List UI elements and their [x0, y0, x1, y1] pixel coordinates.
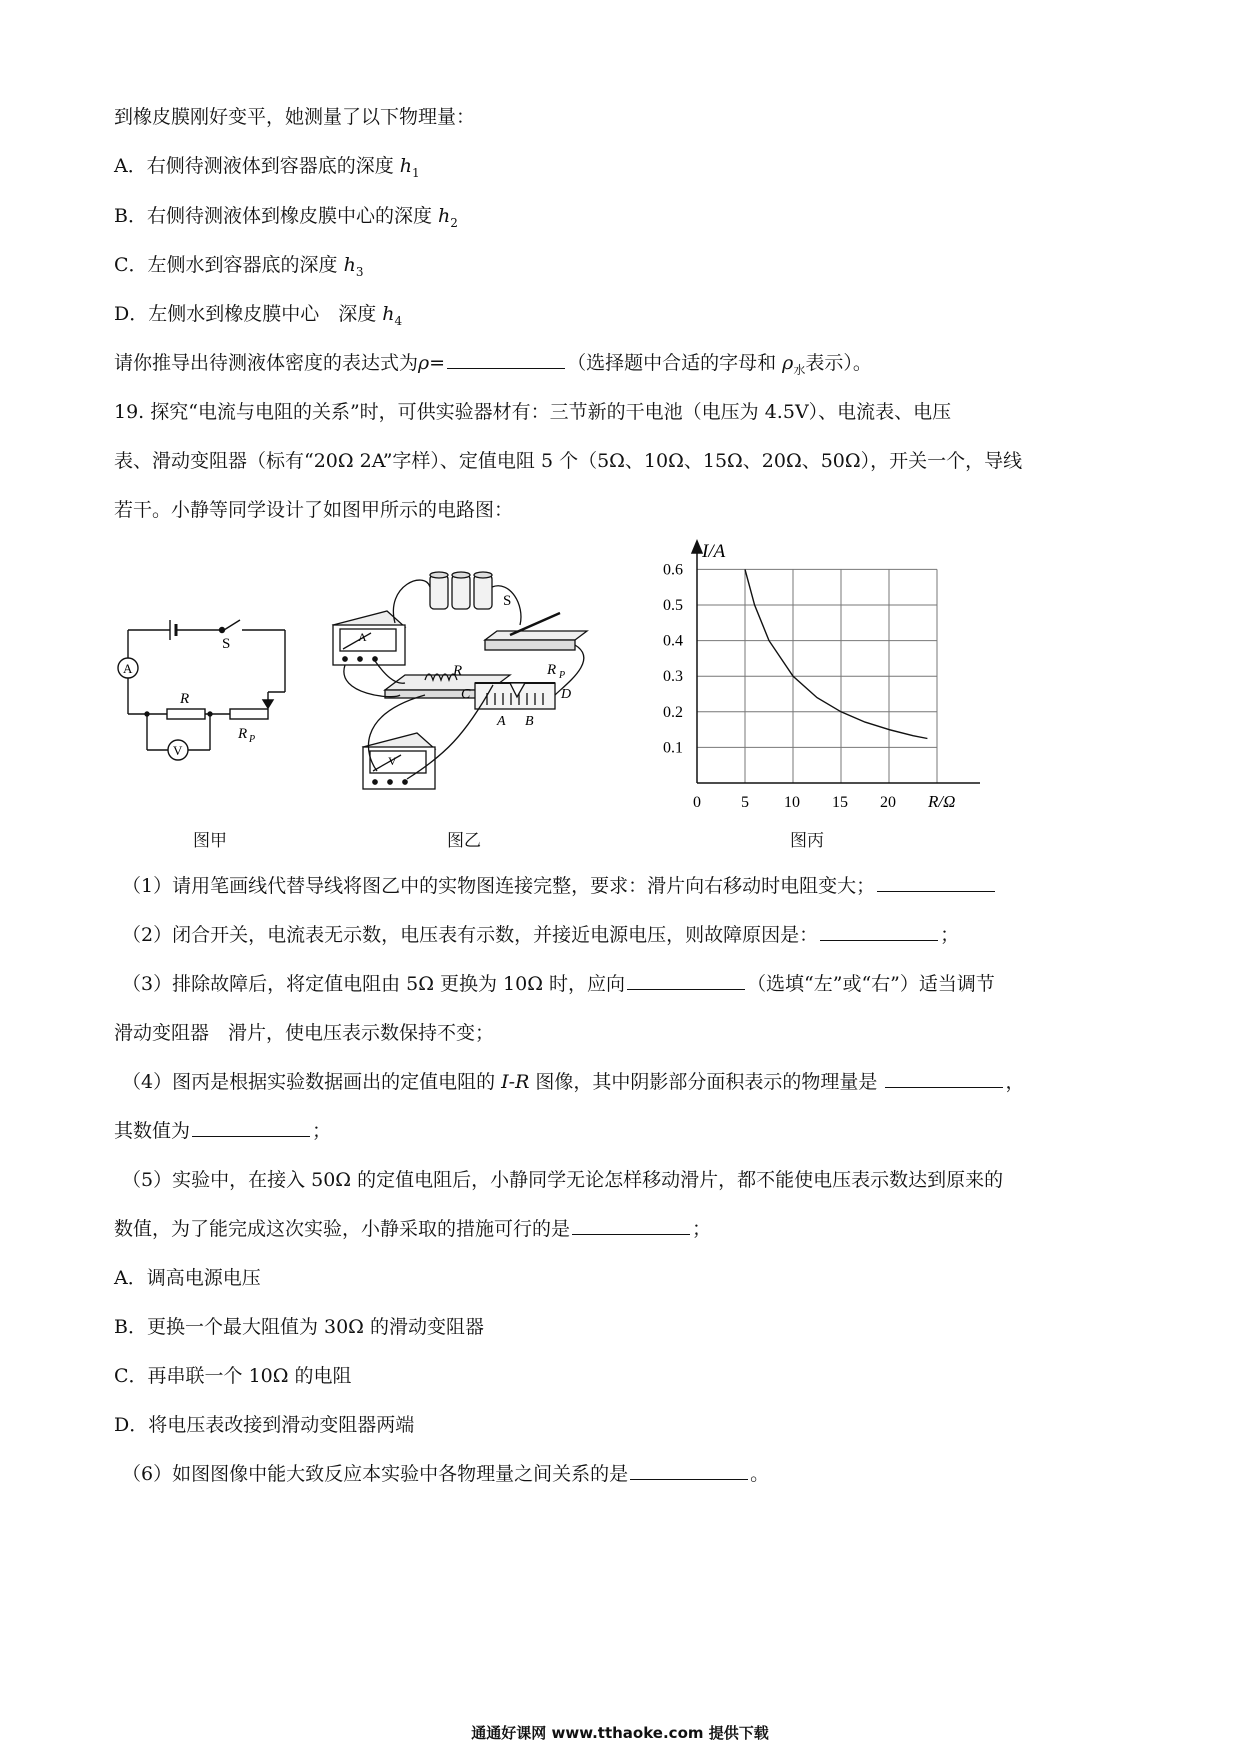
- subquestion-3-cont: 滑动变阻器 滑片，使电压表示数保持不变；: [114, 1022, 495, 1044]
- answer-blank-3[interactable]: [627, 971, 745, 990]
- voltmeter-label: V: [173, 743, 183, 758]
- rheostat-label-sub: P: [249, 734, 256, 745]
- measure-option-d: D．左侧水到橡皮膜中心 深度 $h_4$: [114, 303, 403, 328]
- terminal-d-label: D: [561, 687, 572, 702]
- question-19-line-1: 19. 探究“电流与电阻的关系”时，可供实验器材有：三节新的干电池（电压为 4.5V）、电流表、电压: [114, 401, 952, 423]
- question-19-line-2: 表、滑动变阻器（标有“20Ω 2A”字样）、定值电阻 5 个（5Ω、10Ω、15Ω、20Ω、50Ω），开关一个，导线: [114, 450, 1023, 472]
- terminal-a-label: A: [497, 714, 506, 729]
- rheostat-label: R: [238, 726, 248, 742]
- option-a: A．调高电源电压: [114, 1267, 261, 1289]
- circuit-diagram-jia: [110, 600, 310, 785]
- subquestion-4-cont: 其数值为 ；: [114, 1120, 332, 1142]
- answer-blank-6[interactable]: [630, 1461, 748, 1480]
- answer-blank-4a[interactable]: [885, 1069, 1003, 1088]
- option-d: D．将电压表改接到滑动变阻器两端: [114, 1414, 415, 1436]
- measure-option-a: A．右侧待测液体到容器底的深度 $h_1$: [114, 155, 420, 180]
- terminal-c-label: C: [461, 687, 471, 702]
- y-tick-label: 0.5: [663, 597, 683, 614]
- terminal-b-label: B: [525, 714, 534, 729]
- answer-blank-density[interactable]: [447, 350, 565, 369]
- x-tick-label: 5: [741, 794, 749, 811]
- subquestion-2: （2）闭合开关，电流表无示数，电压表有示数，并接近电源电压，则故障原因是： ；: [122, 924, 960, 946]
- question-19-line-3: 若干。小静等同学设计了如图甲所示的电路图：: [114, 499, 514, 521]
- chart-y-axis-label: I/A: [702, 541, 726, 562]
- text-line-1: 到橡皮膜刚好变平，她测量了以下物理量：: [114, 106, 476, 128]
- y-tick-label: 0.3: [663, 668, 683, 686]
- option-b: B．更换一个最大阻值为 30Ω 的滑动变阻器: [114, 1316, 484, 1338]
- x-tick-label: 15: [832, 794, 848, 811]
- option-c: C．再串联一个 10Ω 的电阻: [114, 1365, 352, 1387]
- chart-series-line: [745, 569, 927, 738]
- x-tick-label: 20: [880, 794, 896, 811]
- apparatus-diagram-yi: [325, 565, 625, 810]
- measure-option-c: C．左侧水到容器底的深度 $h_3$: [114, 254, 364, 279]
- yi-rheostat-label-sub: P: [559, 670, 566, 681]
- y-tick-label: 0.1: [663, 739, 683, 757]
- ammeter-label: A: [123, 661, 133, 676]
- yi-resistor-label: R: [453, 663, 463, 679]
- y-tick-label: 0.4: [663, 632, 683, 650]
- y-axis-arrow: [692, 541, 702, 553]
- chart-grid: [697, 569, 937, 783]
- figure-bing-caption: 图丙: [790, 831, 824, 851]
- footer-source: 通通好课网 www.tthaoke.com 提供下载: [471, 1724, 769, 1742]
- x-tick-label: 0: [693, 794, 701, 811]
- measure-option-b: B．右侧待测液体到橡皮膜中心的深度 $h_2$: [114, 205, 458, 230]
- yi-rheostat-label: R: [547, 662, 557, 678]
- figure-jia-caption: 图甲: [193, 831, 227, 851]
- answer-blank-1[interactable]: [877, 873, 995, 892]
- chart-x-axis-label: R/Ω: [928, 792, 956, 811]
- x-tick-label: 10: [784, 794, 800, 811]
- subquestion-1: （1）请用笔画线代替导线将图乙中的实物图连接完整，要求：滑片向右移动时电阻变大；: [122, 873, 997, 899]
- answer-blank-4b[interactable]: [192, 1118, 310, 1137]
- y-tick-label: 0.2: [663, 703, 683, 721]
- density-expression-line: 请你推导出待测液体密度的表达式为ρ= （选择题中合适的字母和 $\rho_水$表示）。: [114, 352, 872, 377]
- switch-label-s: S: [222, 636, 231, 652]
- resistor-label: R: [180, 691, 190, 707]
- subquestion-3: （3）排除故障后，将定值电阻由 5Ω 更换为 10Ω 时，应向 （选填“左”或“右”）适当调节: [122, 973, 995, 995]
- yi-switch-label: S: [503, 593, 512, 609]
- i-r-chart-bing: [660, 535, 980, 825]
- yi-ammeter-label: A: [358, 630, 367, 644]
- answer-blank-5[interactable]: [572, 1216, 690, 1235]
- yi-voltmeter-label: V: [388, 754, 397, 768]
- answer-blank-2[interactable]: [820, 922, 938, 941]
- subquestion-5: （5）实验中，在接入 50Ω 的定值电阻后，小静同学无论怎样移动滑片，都不能使电压表示数达到原来的: [122, 1169, 1004, 1191]
- subquestion-5-cont: 数值，为了能完成这次实验，小静采取的措施可行的是 ；: [114, 1218, 712, 1240]
- figure-yi-caption: 图乙: [447, 831, 481, 851]
- y-tick-label: 0.6: [663, 561, 683, 579]
- subquestion-6: （6）如图图像中能大致反应本实验中各物理量之间关系的是 。: [122, 1463, 770, 1485]
- subquestion-4: （4）图丙是根据实验数据画出的定值电阻的 I-R 图像，其中阴影部分面积表示的物理量是 ，: [122, 1071, 1025, 1093]
